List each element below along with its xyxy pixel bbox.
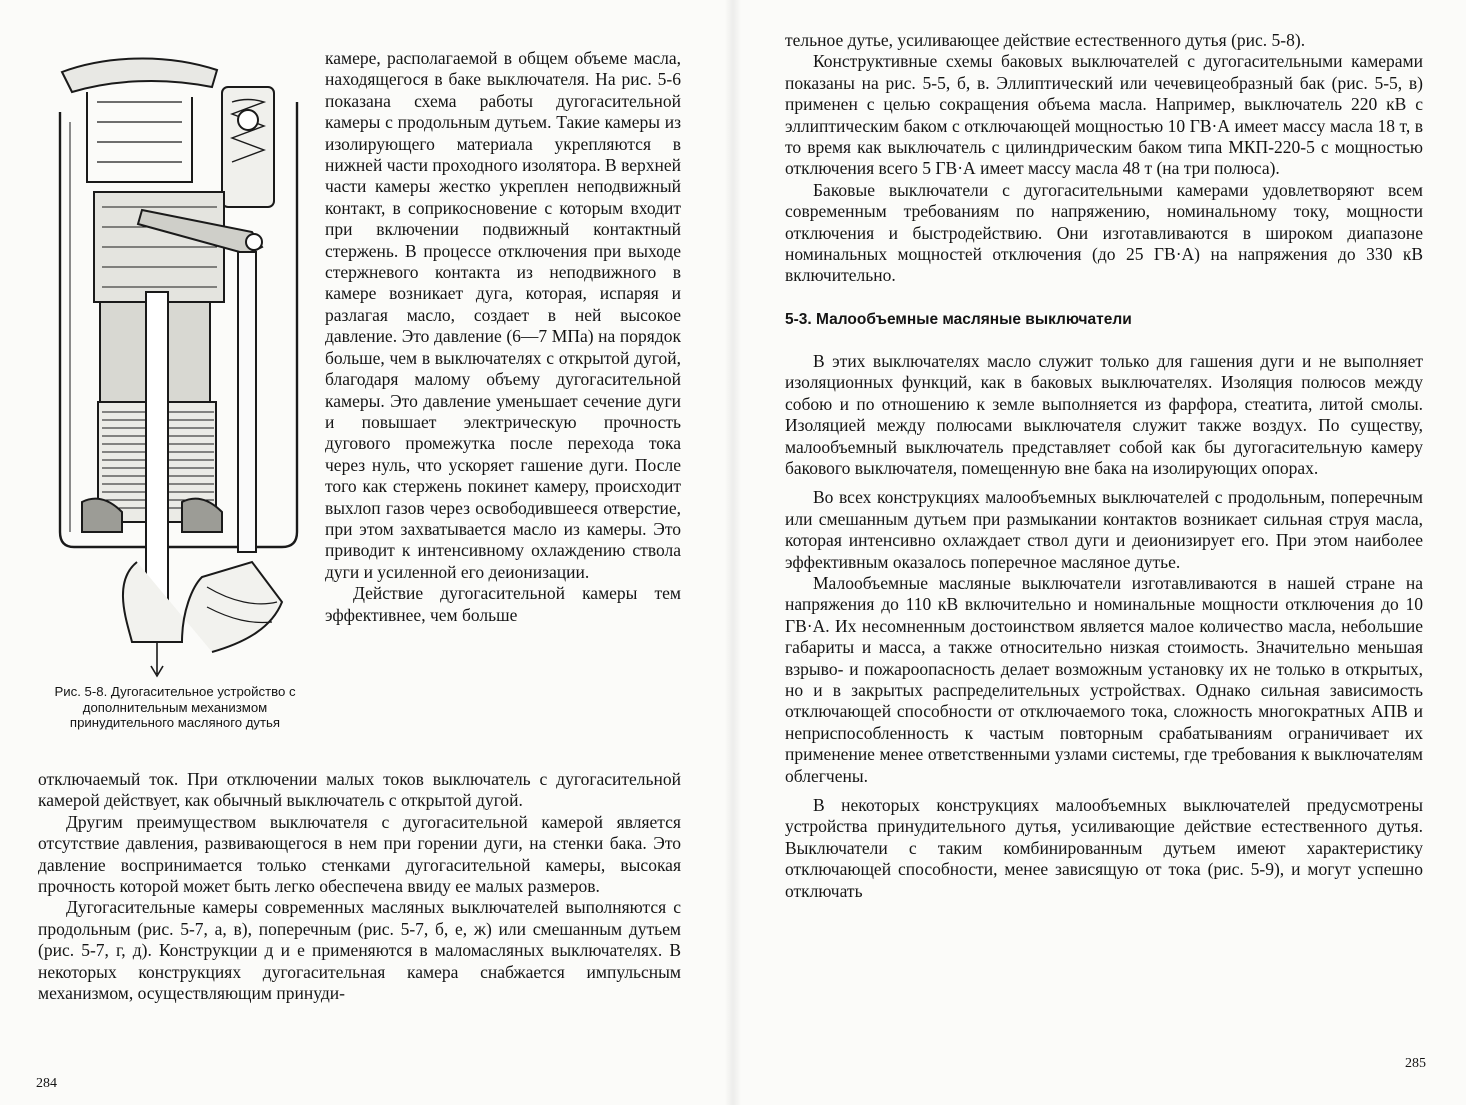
section-heading: 5-3. Малообъемные масляные выключатели — [785, 310, 1132, 328]
paragraph — [785, 795, 1423, 902]
arc-chute-drawing — [42, 42, 312, 682]
paragraph — [38, 812, 681, 898]
paragraph — [785, 351, 1423, 479]
right-column — [785, 30, 1423, 902]
paragraph — [785, 180, 1423, 287]
paragraph: тельное дутье, усиливающее действие естественного дутья (рис. 5-8). — [785, 30, 1306, 50]
page-number: 284 — [36, 1076, 57, 1091]
figure-caption: Рис. 5-8. Дугогасительное устройство с дополнительным механизмом принудительного масляного дутья — [54, 684, 296, 731]
page-number: 285 — [1405, 1056, 1426, 1071]
paragraph — [785, 573, 1423, 787]
left-full-column — [38, 769, 681, 1004]
paragraph-text: Дугогасительные камеры современных масляных выключателей выполняются с продольным (рис. 5-7, а, в), поперечным (рис. 5-7, б, е, ж) или смешанным дутьем (рис. 5-7, г, д). Конструкции д и е применяются в маломасляных выключателях. В некоторых конструкциях дугогасительная камера снабжается импульсным механизмом, осуществляющим принуди- — [38, 897, 681, 1004]
paragraph-text: Малообъемные масляные выключатели изготавливаются в нашей стране на напряжения до 110 кВ включительно и номинальные мощности отключения до 10 ГВ·А. Их несомненным достоинством является малое количество масла, небольшие габариты и масса, а также относительно низкая стоимость. Значительно меньшая взрыво- и пожароопасность делает возможным установку их не только в открытых, но и в закрытых распределительных устройствах. Однако сильная зависимость отключающей способности от отключаемого тока, сложность многократных АПВ и неприспособленность к частым повторным срабатываниям ограничивает их применение менее ответственными узлами системы, где требования к выключателям облегчены. — [785, 572, 1423, 786]
paragraph-text: Конструктивные схемы баковых выключателей с дугогасительными камерами показаны на рис. 5-5, б, в. Эллиптический или чечевицеобразный бак (рис. 5-5, в) применен с целью сокращения объема масла. Например, выключатель 220 кВ с эллиптическим баком с отключающей мощностью 10 ГВ·А имеет массу масла 18 т, в то время как выключатель с цилиндрическим баком типа МКП-220-5 с мощностью отключения всего 5 ГВ·А имеет массу масла 48 т (на три полюса). — [785, 51, 1423, 179]
paragraph-text: Во всех конструкциях малообъемных выключателей с продольным, поперечным или смешанным дутьем при размыкании контактов возникает сильная струя масла, которая интенсивно охлаждает ствол дуги и деионизирует его. При этом наиболее эффективным оказалось поперечное масляное дутье. — [785, 487, 1423, 572]
right-page — [733, 0, 1466, 1105]
paragraph — [785, 51, 1423, 179]
left-narrow-column — [325, 48, 681, 626]
paragraph — [785, 487, 1423, 573]
paragraph-text: В некоторых конструкциях малообъемных выключателей предусмотрены устройства принудительного дутья, усиливающие действие естественного дутья. Выключатели с таким комбинированным дутьем имеют характеристику отключающей способности, менее зависящую от тока (рис. 5-9), и могут успешно отключать — [785, 795, 1423, 901]
paragraph — [325, 583, 681, 626]
paragraph-text: Баковые выключатели с дугогасительными камерами удовлетворяют всем современным требованиям по напряжению, номинальному току, мощности отключения и быстродействию. Они изготавливаются в широком диапазоне номинальных мощностей отключения (до 25 ГВ·А) на напряжения до 330 кВ включительно. — [785, 179, 1423, 286]
paragraph: отключаемый ток. При отключении малых токов выключатель с дугогасительной камерой действует, как обычный выключатель с открытой дугой. — [38, 769, 681, 811]
paragraph-text: Другим преимуществом выключателя с дугогасительной камерой является отсутствие давления, развивающегося в нем при горении дуги, на стенки бака. Это давление воспринимается только стенками дугогасительной камеры, высокая прочность которой может быть легко обеспечена ввиду ее малых размеров. — [38, 811, 681, 897]
paragraph: камере, располагаемой в общем объеме масла, находящегося в баке выключателя. На рис. 5-6 показана схема работы дугогасительной камеры с продольным дутьем. Такие камеры из изолирующего материала укрепляются в нижней части проходного изолятора. В верхней части камеры жестко укреплен неподвижный контакт, в соприкосновение с которым входит при включении подвижный контактный стержень. В процессе отключения при выходе стержневого контакта из неподвижного в камере возникает дуга, которая, испаряя и разлагая масло, создает в ней высокое давление. Это давление (6—7 МПа) на порядок больше, чем в выключателях с открытой дугой, благодаря малому объему дугогасительной камеры. Это давление уменьшает сечение дуги и повышает электрическую прочность дугового промежутка после перехода тока через нуль, что ускоряет гашение дуги. После того как стержень покинет камеру, происходит выхлоп газов через освободившееся отверстие, при этом захватывается масло из камеры. Это приводит к интенсивному охлаждению ствола дуги и усиленной его деионизации. — [325, 48, 681, 582]
paragraph-text: Действие дугогасительной камеры тем эффективнее, чем больше — [325, 583, 681, 625]
paragraph — [38, 897, 681, 1004]
paragraph-text: В этих выключателях масло служит только для гашения дуги и не выполняет изоляционных функций, как в баковых выключателях. Изоляция полюсов между собою и по отношению к земле выполняется из фарфора, стеатита, литой смолы. Изоляцией между полюсами выключателя служит также воздух. По существу, малообъемный выключатель представляет собой как бы дугогасительную камеру бакового выключателя, помещенную вне бака на изолирующих опорах. — [785, 350, 1423, 478]
